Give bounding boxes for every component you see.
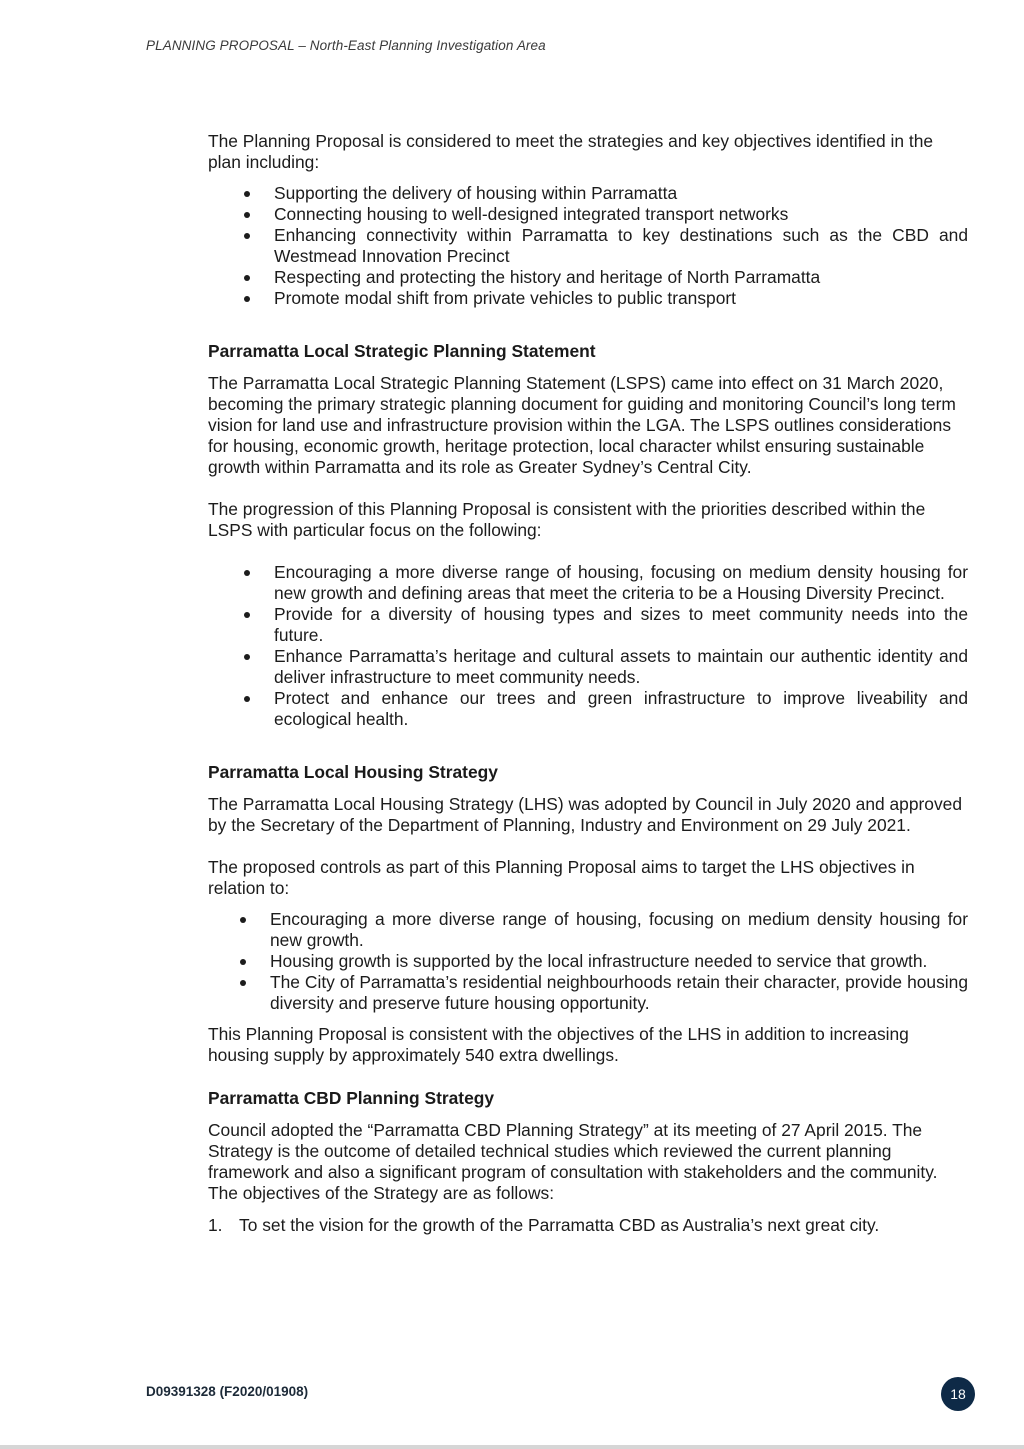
list-item: Promote modal shift from private vehicles to public transport [208, 288, 968, 309]
list-item: Housing growth is supported by the local infrastructure needed to service that growth. [208, 951, 968, 972]
cbd-objectives-list [208, 1215, 968, 1236]
list-item: Supporting the delivery of housing within Parramatta [208, 183, 968, 204]
lsps-heading: Parramatta Local Strategic Planning Statement [208, 341, 596, 361]
list-item: Connecting housing to well-designed integrated transport networks [208, 204, 968, 225]
list-item: Respecting and protecting the history and heritage of North Parramatta [208, 267, 968, 288]
list-number: 1. [208, 1215, 223, 1235]
list-item: Provide for a diversity of housing types and sizes to meet community needs into the future. [208, 604, 968, 646]
list-item-text: To set the vision for the growth of the Parramatta CBD as Australia’s next great city. [239, 1215, 880, 1235]
list-item: Encouraging a more diverse range of housing, focusing on medium density housing for new growth. [208, 909, 968, 951]
list-item: Enhancing connectivity within Parramatta to key destinations such as the CBD and Westmead Innovation Precinct [208, 225, 968, 267]
lsps-paragraph: The progression of this Planning Proposal is consistent with the priorities described within the LSPS with particular focus on the following: [208, 499, 926, 540]
list-item [208, 1215, 968, 1236]
running-header: PLANNING PROPOSAL – North-East Planning Investigation Area [146, 38, 546, 53]
list-item: Encouraging a more diverse range of housing, focusing on medium density housing for new growth and defining areas that meet the criteria to be a Housing Diversity Precinct. [208, 562, 968, 604]
document-id: D09391328 (F2020/01908) [146, 1384, 309, 1399]
intro-bullet-list [208, 183, 968, 309]
lhs-paragraph: The proposed controls as part of this Planning Proposal aims to target the LHS objectives in relation to: [208, 857, 915, 898]
intro-paragraph: The Planning Proposal is considered to meet the strategies and key objectives identified in the plan including: [208, 131, 934, 172]
lsps-bullet-list [208, 562, 968, 730]
lhs-bullet-list [208, 909, 968, 1014]
lhs-paragraph: This Planning Proposal is consistent with the objectives of the LHS in addition to increasing housing supply by approximately 540 extra dwellings. [208, 1024, 909, 1065]
cbd-heading: Parramatta CBD Planning Strategy [208, 1088, 495, 1108]
list-item: Enhance Parramatta’s heritage and cultural assets to maintain our authentic identity and deliver infrastructure to meet community needs. [208, 646, 968, 688]
list-item: Protect and enhance our trees and green infrastructure to improve liveability and ecological health. [208, 688, 968, 730]
lhs-heading: Parramatta Local Housing Strategy [208, 762, 498, 782]
page-content [208, 131, 968, 1236]
bottom-divider [0, 1445, 1024, 1449]
lhs-paragraph: The Parramatta Local Housing Strategy (LHS) was adopted by Council in July 2020 and approved by the Secretary of the Department of Planning, Industry and Environment on 29 July 2021. [208, 794, 963, 835]
page-number-badge: 18 [941, 1377, 975, 1411]
cbd-paragraph: Council adopted the “Parramatta CBD Planning Strategy” at its meeting of 27 April 2015. The Strategy is the outcome of detailed technical studies which reviewed the current planning framework and also a significant program of consultation with stakeholders and the community. The objectives of the Strategy are as follows: [208, 1120, 938, 1203]
list-item: The City of Parramatta’s residential neighbourhoods retain their character, provide housing diversity and preserve future housing opportunity. [208, 972, 968, 1014]
lsps-paragraph: The Parramatta Local Strategic Planning Statement (LSPS) came into effect on 31 March 2020, becoming the primary strategic planning document for guiding and monitoring Council’s long term vision for land use and infrastructure provision within the LGA. The LSPS outlines considerations for housing, economic growth, heritage protection, local character whilst ensuring sustainable growth within Parramatta and its role as Greater Sydney’s Central City. [208, 373, 956, 477]
